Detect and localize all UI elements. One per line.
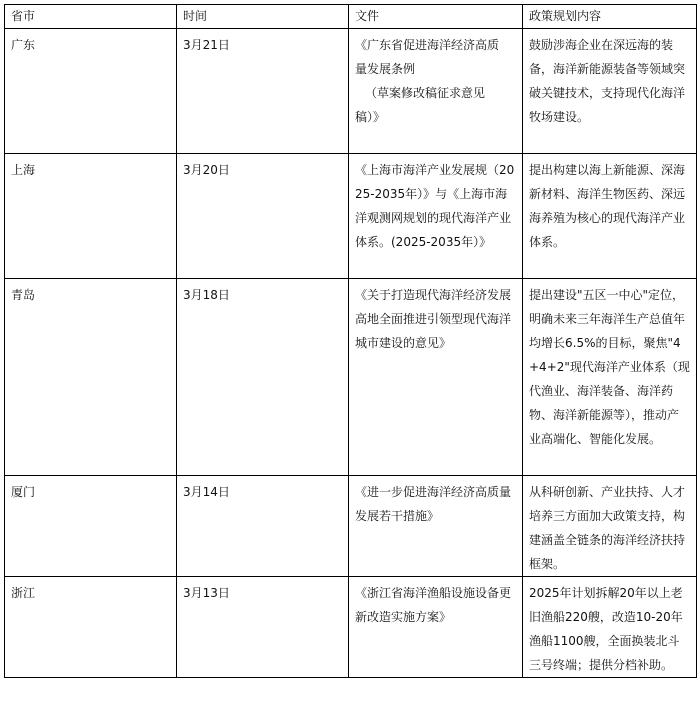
province-text: 上海 — [11, 163, 36, 177]
document-line: 稿）》 — [355, 110, 386, 124]
time-text: 3月13日 — [183, 586, 230, 600]
table-row — [5, 476, 697, 577]
cell-content — [523, 154, 697, 279]
table-row — [5, 29, 697, 154]
cell-province — [5, 29, 177, 154]
table-header-row — [5, 5, 697, 29]
time-text: 3月21日 — [183, 38, 230, 52]
time-text: 3月20日 — [183, 163, 230, 177]
content-text: 鼓励涉海企业在深远海的装备，海洋新能源装备等领域突破关键技术，支持现代化海洋牧场建设。 — [529, 38, 686, 124]
cell-document — [349, 29, 523, 154]
document-line: （草案修改稿征求意见 — [365, 86, 486, 100]
cell-content — [523, 279, 697, 476]
cell-time — [177, 154, 349, 279]
cell-province — [5, 154, 177, 279]
province-text: 青岛 — [11, 288, 36, 302]
document-text: 《上海市海洋产业发展规（2025-2035年）》与《上海市海洋观测网规划的现代海洋产业体系。(2025-2035年）》 — [355, 163, 515, 249]
table-row — [5, 577, 697, 678]
content-text: 从科研创新、产业扶持、人才培养三方面加大政策支持，构建涵盖全链条的海洋经济扶持框架。 — [529, 485, 686, 571]
content-text: 提出构建以海上新能源、深海新材料、海洋生物医药、深远海养殖为核心的现代海洋产业体系。 — [529, 163, 686, 249]
cell-province — [5, 476, 177, 577]
document-text — [355, 29, 516, 129]
document-text: 《进一步促进海洋经济高质量发展若干措施》 — [355, 485, 512, 523]
document-text: 《关于打造现代海洋经济发展高地全面推进引领型现代海洋城市建设的意见》 — [355, 288, 512, 350]
cell-document — [349, 154, 523, 279]
cell-time — [177, 577, 349, 678]
cell-province — [5, 577, 177, 678]
time-text: 3月14日 — [183, 485, 230, 499]
document-text: 《浙江省海洋渔船设施设备更新改造实施方案》 — [355, 586, 512, 624]
cell-time — [177, 476, 349, 577]
cell-document — [349, 577, 523, 678]
province-text: 浙江 — [11, 586, 36, 600]
province-text: 厦门 — [11, 485, 36, 499]
document-line: 《广东省促进海洋经济高质 — [355, 38, 500, 52]
cell-time — [177, 29, 349, 154]
province-text: 广东 — [11, 38, 36, 52]
content-text: 提出建设"五区一中心"定位，明确未来三年海洋生产总值年均增长6.5%的目标，聚焦"4+4+2"现代海洋产业体系（现代渔业、海洋装备、海洋药物、海洋新能源等），推动产业高端化、智能化发展。 — [529, 288, 690, 446]
table-row — [5, 279, 697, 476]
cell-content — [523, 577, 697, 678]
cell-content — [523, 29, 697, 154]
policy-table — [4, 4, 697, 678]
header-content: 政策规划内容 — [523, 5, 697, 29]
cell-content — [523, 476, 697, 577]
document-line: 量发展条例 — [355, 62, 416, 76]
cell-document — [349, 476, 523, 577]
cell-document — [349, 279, 523, 476]
time-text: 3月18日 — [183, 288, 230, 302]
header-time: 时间 — [177, 5, 349, 29]
content-text: 2025年计划拆解20年以上老旧渔船220艘，改造10-20年渔船1100艘，全面换装北斗三号终端；提供分档补助。 — [529, 586, 683, 672]
table-row — [5, 154, 697, 279]
header-document: 文件 — [349, 5, 523, 29]
cell-time — [177, 279, 349, 476]
header-province: 省市 — [5, 5, 177, 29]
cell-province — [5, 279, 177, 476]
